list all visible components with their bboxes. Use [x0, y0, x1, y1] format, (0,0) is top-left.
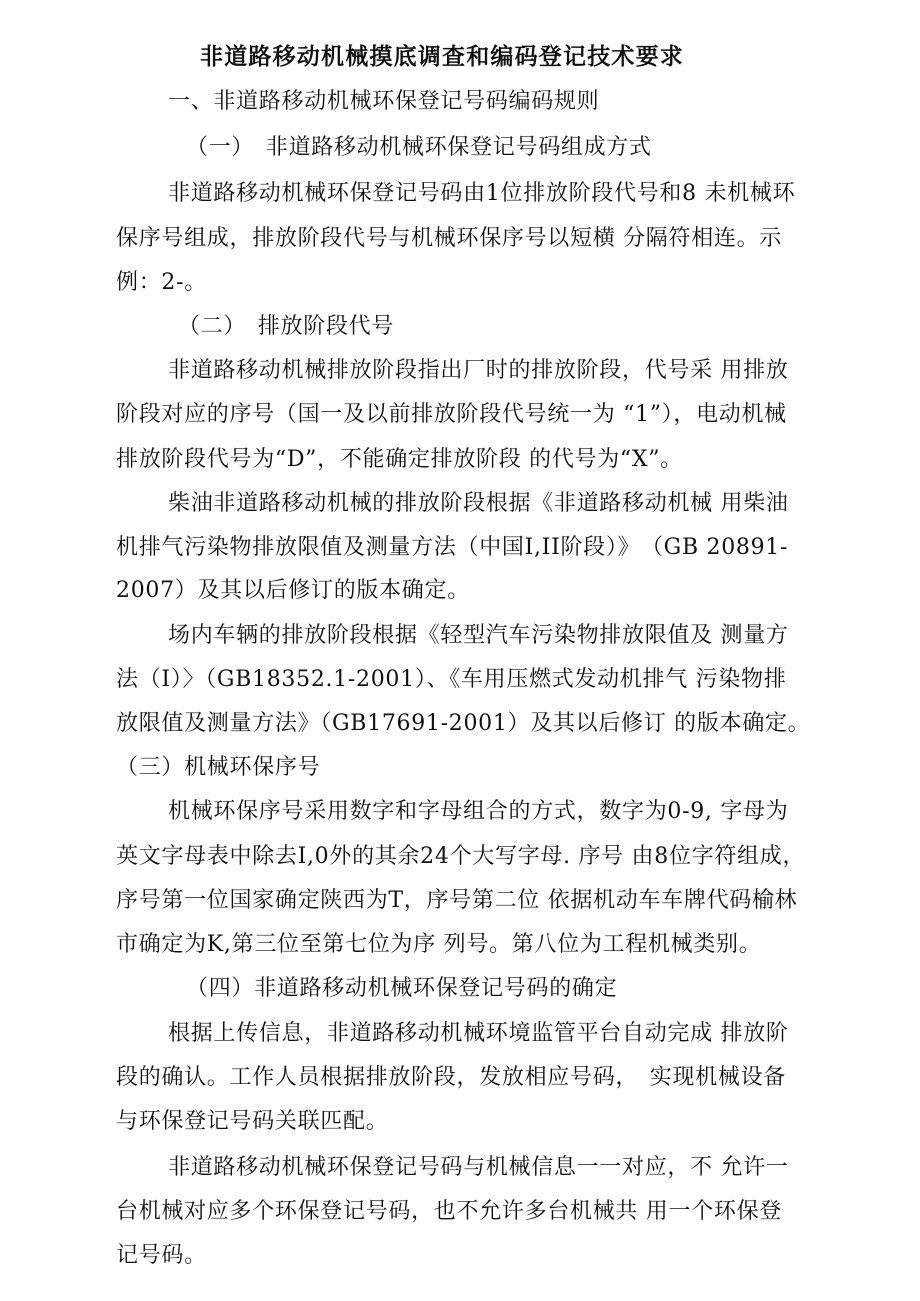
- paragraph-line: 与环保登记号码关联匹配。: [116, 1109, 389, 1134]
- section-heading-1: 一、非道路移动机械环保登记号码编码规则: [168, 89, 600, 114]
- paragraph-line: 记号码。: [116, 1243, 207, 1268]
- subsection-heading-4: （四）非道路移动机械环保登记号码的确定: [186, 976, 618, 1001]
- paragraph-line: 放限值及测量方法》（GB17691-2001）及其以后修订 的版本确定。: [116, 711, 811, 736]
- paragraph-line: 机排气污染物排放限值及测量方法（中国I,II阶段）》 （GB 20891-: [116, 535, 789, 560]
- subsection-heading-3: （三）机械环保序号: [116, 755, 321, 780]
- paragraph-line: 非道路移动机械环保登记号码与机械信息一一对应，不 允许一: [168, 1155, 789, 1180]
- paragraph-line: 非道路移动机械排放阶段指出厂时的排放阶段，代号采 用排放: [168, 358, 789, 383]
- paragraph-line: 阶段对应的序号（国一及以前排放阶段代号统一为 “1”），电动机械: [116, 402, 787, 427]
- paragraph-line: 根据上传信息，非道路移动机械环境监管平台自动完成 排放阶: [168, 1021, 789, 1046]
- subsection-heading-2: （二） 排放阶段代号: [178, 314, 395, 339]
- paragraph-line: 法（I）〉（GB18352.1-2001）、《车用压燃式发动机排气 污染物排: [116, 667, 787, 692]
- paragraph-line: 机械环保序号采用数字和字母组合的方式，数字为0-9, 字母为: [168, 799, 789, 824]
- paragraph-line: 柴油非道路移动机械的排放阶段根据《非道路移动机械 用柴油: [168, 491, 789, 516]
- paragraph-line: 台机械对应多个环保登记号码，也不允许多台机械共 用一个环保登: [116, 1199, 782, 1224]
- paragraph-line: 排放阶段代号为“D”，不能确定排放阶段 的代号为“X”。: [116, 447, 683, 472]
- paragraph-line: 保序号组成，排放阶段代号与机械环保序号以短横 分隔符相连。示: [116, 226, 782, 251]
- paragraph-line: 例：2-。: [116, 270, 207, 295]
- paragraph-line: 段的确认。工作人员根据排放阶段，发放相应号码， 实现机械设备: [116, 1065, 787, 1090]
- paragraph-line: 市确定为K,第三位至第七位为序 列号。第八位为工程机械类别。: [116, 932, 762, 957]
- paragraph-line: 非道路移动机械环保登记号码由1位排放阶段代号和8 未机械环: [168, 181, 796, 206]
- subsection-heading-1: （一） 非道路移动机械环保登记号码组成方式: [186, 135, 652, 160]
- paragraph-line: 场内车辆的排放阶段根据《轻型汽车污染物排放限值及 测量方: [168, 623, 789, 648]
- paragraph-line: 2007）及其以后修订的版本确定。: [116, 578, 470, 603]
- paragraph-line: 英文字母表中除去I,0外的其余24个大写字母. 序号 由8位字符组成，: [116, 844, 806, 869]
- paragraph-line: 序号第一位国家确定陕西为T，序号第二位 依据机动车车牌代码榆林: [116, 888, 798, 913]
- document-title: 非道路移动机械摸底调查和编码登记技术要求: [200, 43, 684, 70]
